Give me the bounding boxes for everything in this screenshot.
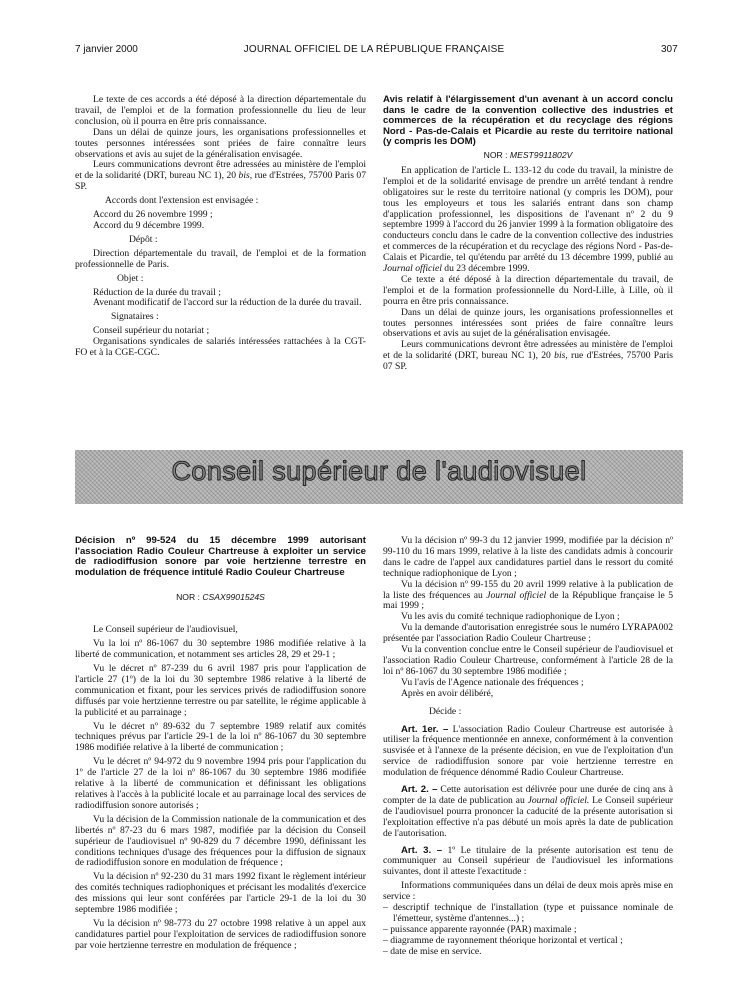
- paragraph: Dans un délai de quinze jours, les organisations professionnelles et toutes personnes intéressées sont priées de faire connaître leurs observations et avis au sujet de la généralisation envisagée.: [75, 126, 366, 160]
- visa-item: Vu les avis du comité technique radiophonique de Lyon ;: [401, 611, 620, 623]
- journal-title: JOURNAL OFFICIEL DE LA RÉPUBLIQUE FRANÇAISE: [243, 44, 505, 55]
- left-top-column: [75, 95, 366, 359]
- header-date: 7 janvier 2000: [75, 44, 138, 55]
- right-bottom-column: [383, 536, 673, 958]
- section-banner-title: Conseil supérieur de l'audiovisuel: [171, 456, 587, 486]
- avis-title: Avis relatif à l'élargissement d'un avenant à un accord conclu dans le cadre de la convention collective des industries et commerces de la récupération et du recyclage des régions Nord - Pas-de-Calais et Picardie au reste du territoire national (y compris les DOM): [383, 94, 673, 148]
- paragraph: Le texte de ces accords a été déposé à la direction départementale du travail, de l'emploi et de la formation professionnelle du lieu de leur conclusion, où il pourra en être pris connaissance.: [75, 94, 366, 127]
- paragraph: Informations communiquées dans un délai de deux mois après mise en service :: [383, 880, 673, 903]
- visa-item: Vu la demande d'autorisation enregistrée sous le numéro LYRAPA002 présentée par l'association Radio Couleur Chartreuse ;: [383, 622, 673, 645]
- depot-label: Dépôt :: [129, 233, 158, 245]
- article-2: Art. 2. – Cette autorisation est délivrée pour une durée de cinq ans à compter de la date de publication au Journal officiel. Le Conseil supérieur de l'audiovisuel pourra prononcer la caducité de la présente autorisation si l'exploitation effective n'a pas débuté un mois après la date de publication de l'autorisation.: [383, 784, 673, 839]
- decision-title: Décision nº 99-524 du 15 décembre 1999 autorisant l'association Radio Couleur Chartreuse à exploiter un service de radiodiffusion sonore par voie hertzienne terrestre en modulation de fréquence intitulé Radio Couleur Chartreuse: [75, 535, 366, 578]
- list-item: – descriptif technique de l'installation (type et puissance nominale de l'émetteur, système d'antennes...) ;: [383, 902, 673, 924]
- visa-item: Vu la décision nº 99-155 du 20 avril 1999 relative à la publication de la liste des fréquences au Journal officiel de la République française le 5 mai 1999 ;: [383, 578, 673, 612]
- visa-item: Vu la convention conclue entre le Conseil supérieur de l'audiovisuel et l'association Radio Couleur Chartreuse, conformément à l'article 28 de la loi nº 86-1067 du 30 septembre 1986 modifiée ;: [383, 644, 673, 677]
- paragraph: Ce texte a été déposé à la direction départementale du travail, de l'emploi et de la formation professionnelle du Nord-Lille, à Lille, où il pourra en être pris connaissance.: [383, 273, 673, 307]
- objet-label: Objet :: [117, 272, 144, 284]
- visa-item: Après en avoir délibéré,: [401, 687, 494, 699]
- visa-item: Vu la décision nº 99-3 du 12 janvier 1999, modifiée par la décision nº 99-110 du 16 mars 1999, relative à la liste des candidats admis à concourir dans le cadre de l'appel aux candidatures partiel dans le ressort du comité technique radiophonique de Lyon ;: [383, 535, 673, 579]
- page-header: [0, 44, 748, 58]
- paragraph: Organisations syndicales de salariés intéressées rattachées à la CGT-FO et à la CGE-CGC.: [75, 336, 366, 359]
- list-item: – puissance apparente rayonnée (PAR) maximale ;: [383, 923, 577, 935]
- left-bottom-column: [75, 536, 366, 952]
- nor-reference: NOR : MESТ9911802V: [483, 149, 573, 160]
- accords-label: Accords dont l'extension est envisagée :: [105, 195, 259, 207]
- nor-reference: NOR : CSAX9901524S: [176, 592, 265, 603]
- accord-item: Accord du 26 novembre 1999 ;: [93, 209, 213, 221]
- right-top-column: [383, 95, 673, 373]
- accord-item: Accord du 9 décembre 1999.: [93, 219, 205, 231]
- paragraph: Réduction de la durée du travail ;: [93, 286, 221, 298]
- paragraph: Avenant modificatif de l'accord sur la réduction de la durée du travail.: [93, 297, 362, 309]
- paragraph: Dans un délai de quinze jours, les organisations professionnelles et toutes personnes intéressées sont priées de faire connaître leurs observations et avis au sujet de la généralisation envisagée.: [383, 306, 673, 340]
- paragraph: Le Conseil supérieur de l'audiovisuel,: [93, 624, 238, 636]
- paragraph: En application de l'article L. 133-12 du code du travail, la ministre de l'emploi et de la solidarité envisage de prendre un arrêté tendant à rendre obligatoires sur le reste du territoire national (y compris les DOM), pour tous les employeurs et tous les salariés entrant dans son champ d'application professionnel, les dispositions de l'avenant nº 2 du 9 septembre 1999 à l'accord du 26 janvier 1999 à la formation obligatoire des conducteurs conclu dans le cadre de la convention collective des industries et commerces de la récupération et du recyclage des régions Nord - Pas-de-Calais et Picardie, tel qu'étendu par arrêté du 13 décembre 1999, publié au Journal officiel du 23 décembre 1999.: [383, 164, 673, 275]
- visa-item: Vu la décision nº 92-230 du 31 mars 1992 fixant le règlement intérieur des comités techniques radiophoniques et précisant les modalités d'exercice des missions qui leur sont conférées par l'article 29-1 de la loi du 30 septembre 1986 modifiée ;: [75, 871, 366, 916]
- article-1: Art. 1er. – L'association Radio Couleur Chartreuse est autorisée à utiliser la fréquence mentionnée en annexe, conformément à la convention susvisée et à l'annexe de la présente décision, en vue de l'exploitation d'un service de radiodiffusion sonore par voie hertzienne terrestre en modulation de fréquence dénommé Radio Couleur Chartreuse.: [383, 723, 673, 779]
- visa-item: Vu la décision de la Commission nationale de la communication et des libertés nº 87-23 du 6 mars 1987, modifiée par la décision du Conseil supérieur de l'audiovisuel nº 90-829 du 7 décembre 1990, définissant les conditions techniques d'usage des fréquences pour la diffusion de signaux de radiodiffusion sonore en modulation de fréquence ;: [75, 813, 366, 869]
- visa-item: Vu le décret nº 89-632 du 7 septembre 1989 relatif aux comités techniques prévus par l'article 29-1 de la loi nº 86-1067 du 30 septembre 1986 modifiée relative à la liberté de communication ;: [75, 720, 366, 754]
- paragraph: Conseil supérieur du notariat ;: [93, 325, 210, 337]
- visa-item: Vu le décret nº 87-239 du 6 avril 1987 pris pour l'application de l'article 27 (1º) de la loi du 30 septembre 1986 relative à la liberté de communication et fixant, pour les services privés de radiodiffusion sonore diffusés par voie hertzienne terrestre ou par satellite, le régime applicable à la publicité et au parrainage ;: [75, 663, 366, 718]
- page-number: 307: [661, 44, 678, 55]
- signataires-label: Signataires :: [111, 311, 159, 323]
- decide-label: Décide :: [429, 705, 462, 717]
- list-item: – diagramme de rayonnement théorique horizontal et vertical ;: [383, 934, 623, 946]
- visa-item: Vu la décision nº 98-773 du 27 octobre 1998 relative à un appel aux candidatures partiel pour l'exploitation de services de radiodiffusion sonore par voie hertzienne terrestre en modulation de fréquence ;: [75, 917, 366, 951]
- paragraph: Leurs communications devront être adressées au ministère de l'emploi et de la solidarité (DRT, bureau NC 1), 20 bis, rue d'Estrées, 75700 Paris 07 SP.: [75, 159, 366, 193]
- paragraph: Leurs communications devront être adressées au ministère de l'emploi et de la solidarité (DRT, bureau NC 1), 20 bis, rue d'Estrées, 75700 Paris 07 SP.: [383, 339, 673, 373]
- visa-item: Vu la loi nº 86-1067 du 30 septembre 1986 modifiée relative à la liberté de communication, et notamment ses articles 28, 29 et 29-1 ;: [75, 638, 366, 661]
- list-item: – date de mise en service.: [383, 945, 482, 957]
- visa-item: Vu le décret nº 94-972 du 9 novembre 1994 pris pour l'application du 1º de l'article 27 de la loi nº 86-1067 du 30 septembre 1986 modifiée relative à la liberté de communication et définissant les obligations relatives à l'accès à la publicité locale et au parrainage local des services de radiodiffusion sonore autorisés ;: [75, 756, 366, 811]
- info-list: [383, 903, 673, 958]
- section-banner: [75, 450, 683, 504]
- article-3: Art. 3. – 1º Le titulaire de la présente autorisation est tenu de communiquer au Conseil supérieur de l'audiovisuel les informations suivantes, dont il atteste l'exactitude :: [383, 844, 673, 878]
- visa-item: Vu l'avis de l'Agence nationale des fréquences ;: [401, 676, 584, 688]
- paragraph: Direction départementale du travail, de l'emploi et de la formation professionnelle de Paris.: [75, 247, 366, 270]
